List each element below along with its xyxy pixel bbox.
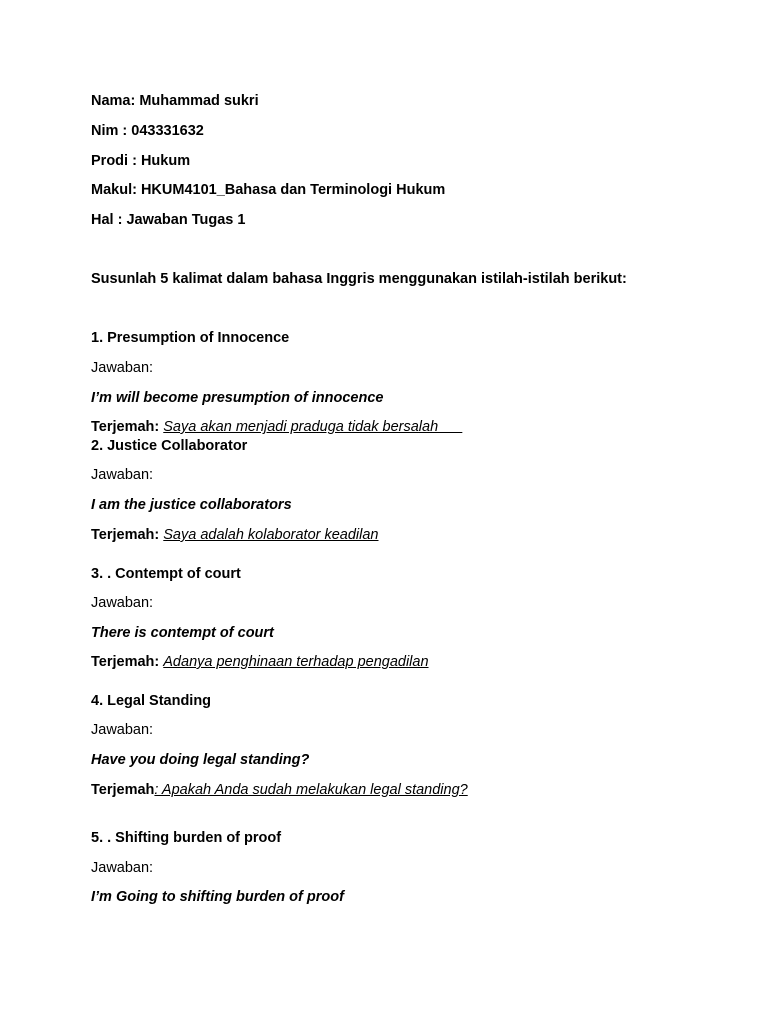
terjemah-label: Terjemah: [91, 527, 160, 543]
item-1-title: 1. Presumption of Innocence [91, 330, 290, 346]
course-name: Makul: HKUM4101_Bahasa dan Terminologi Hukum [91, 182, 446, 198]
item-2-title: 2. Justice Collaborator [91, 438, 248, 454]
item-2-jawaban-label: Jawaban: [91, 467, 154, 483]
document-subject: Hal : Jawaban Tugas 1 [91, 212, 246, 228]
item-4-jawaban-label: Jawaban: [91, 722, 154, 738]
instruction-text: Susunlah 5 kalimat dalam bahasa Inggris menggunakan istilah-istilah berikut: [91, 271, 627, 287]
item-1-translation: Saya akan menjadi praduga tidak bersalah [163, 419, 463, 435]
item-1-answer: I’m will become presumption of innocence [91, 390, 384, 406]
item-2-translation-row [91, 526, 379, 544]
item-4-translation-row [91, 781, 468, 799]
terjemah-label: Terjemah [91, 782, 155, 798]
item-5-answer: I’m Going to shifting burden of proof [91, 889, 344, 905]
student-name: Nama: Muhammad sukri [91, 93, 259, 109]
item-4-answer: Have you doing legal standing? [91, 752, 310, 768]
item-3-answer: There is contempt of court [91, 625, 274, 641]
item-4-title: 4. Legal Standing [91, 693, 212, 709]
item-1-translation-row [91, 418, 462, 436]
item-5-jawaban-label: Jawaban: [91, 860, 154, 876]
item-2-answer: I am the justice collaborators [91, 497, 292, 513]
item-3-translation: Adanya penghinaan terhadap pengadilan [163, 654, 429, 670]
study-program: Prodi : Hukum [91, 153, 191, 169]
item-1-jawaban-label: Jawaban: [91, 360, 154, 376]
student-nim: Nim : 043331632 [91, 123, 204, 139]
item-3-jawaban-label: Jawaban: [91, 595, 154, 611]
item-2-translation: Saya adalah kolaborator keadilan [163, 527, 379, 543]
terjemah-label: Terjemah: [91, 419, 160, 435]
item-5-title: 5. . Shifting burden of proof [91, 830, 282, 846]
item-3-title: 3. . Contempt of court [91, 566, 241, 582]
terjemah-label: Terjemah: [91, 654, 160, 670]
item-3-translation-row [91, 653, 429, 671]
item-4-translation: : Apakah Anda sudah melakukan legal standing? [154, 782, 468, 798]
